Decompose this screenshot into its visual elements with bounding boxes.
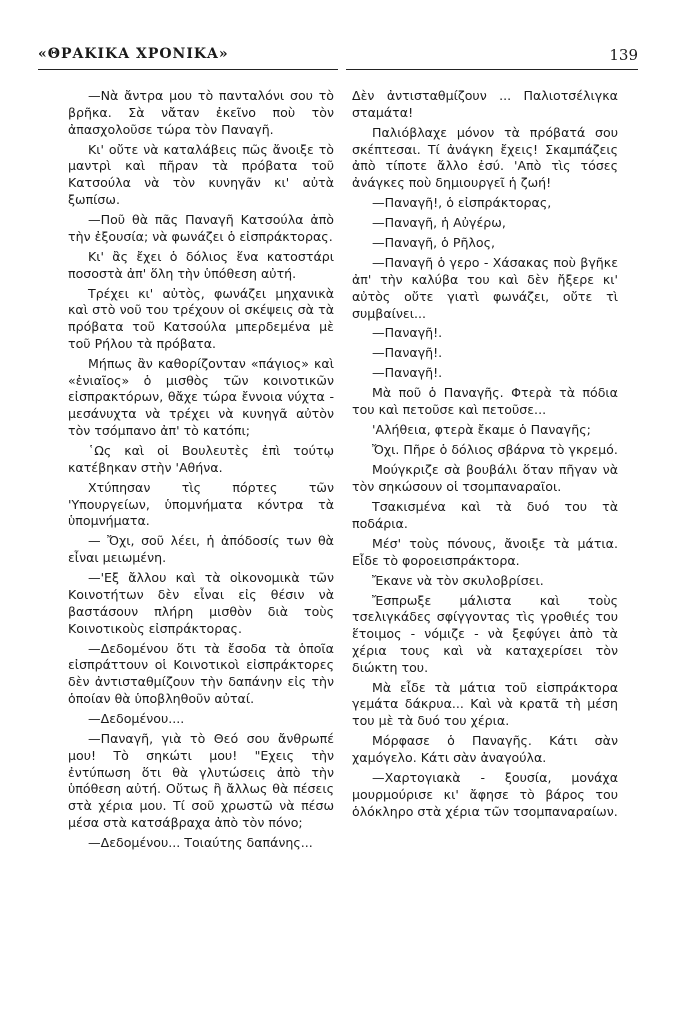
paragraph: —Παναγῆ!, ὁ εἰσπράκτορας,: [372, 195, 552, 211]
paragraph: Μὰ εἶδε τὰ μάτια τοῦ εἰσπράκτορα γεμάτα δάκρυα... Καὶ νὰ κρατᾶ τὴ μέση του μὲ τὰ δυό του χέρια.: [352, 679, 618, 729]
paragraph: Ἔκανε νὰ τὸν σκυλοβρίσει.: [372, 572, 544, 588]
journal-title: «ΘΡΑΚΙΚΑ ΧΡΟΝΙΚΑ»: [38, 46, 229, 62]
paragraph: — Ὄχι, σοῦ λέει, ἡ ἀπόδοσίς των θὰ εἶναι μειωμένη.: [68, 533, 334, 566]
paragraph: —Παναγῆ!.: [372, 325, 443, 341]
paragraph: —Παναγῆ, γιὰ τὸ Θεό σου ἄνθρωπέ μου! Τὸ σηκώτι μου! "Εχεις τὴν ἐντύπωση ὅτι θὰ γλυτώσεις ἀπὸ τὴν ὑπόθεση αὐτή. Οὔτως ἢ ἄλλως θὰ πέσεις στὰ χέρια μου. Τί σοῦ χρωστῶ νὰ πέσω μέσα στὰ κατσάβραχα ἀπὸ τὸν πόνο;: [68, 730, 334, 830]
paragraph: —Παναγῆ ὁ γερο - Χάσακας ποὺ βγῆκε ἀπ' τὴν καλύβα του καὶ δὲν ἤξερε κι' αὐτὸς οὔτε γιατὶ φωνάζει, οὔτε τὶ συμβαίνει...: [352, 255, 618, 321]
paragraph: Κι' ἂς ἔχει ὁ δόλιος ἕνα κατοστάρι ποσοστὰ ἀπ' ὅλη τὴν ὑπόθεση αὐτή.: [68, 248, 334, 281]
paragraph: —Παναγῆ, ὁ Ρῆλος,: [372, 235, 495, 251]
paragraph: Μόρφασε ὁ Παναγῆς. Κάτι σὰν χαμόγελο. Κάτι σὰν ἀναγούλα.: [352, 733, 618, 766]
paragraph: Δὲν ἀντισταθμίζουν ... Παλιοτσέλιγκα σταμάτα!: [352, 88, 618, 120]
paragraph: Χτύπησαν τὶς πόρτες τῶν 'Υπουργείων, ὑπομνήματα κόντρα τὰ ὑπομνήματα.: [68, 479, 334, 529]
paragraph: Παλιόβλαχε μόνον τὰ πρόβατά σου σκέπτεσαι. Τί ἀνάγκη ἔχεις! Σκαμπάζεις ἀπὸ τίποτε ἄλλο ἐσύ. 'Απὸ τὶς τόσες ἀνάγκες ποὺ δημιουργεῖ ἡ ζωή!: [352, 124, 618, 191]
paragraph: ῾Ως καὶ οἱ Βουλευτὲς ἐπὶ τούτῳ κατέβηκαν στὴν 'Αθήνα.: [68, 443, 334, 475]
paragraph: —Δεδομένου... Τοιαύτης δαπάνης...: [88, 834, 313, 850]
paragraph: Τρέχει κι' αὐτὸς, φωνάζει μηχανικὰ καὶ στὸ νοῦ του τρέχουν οἱ σκέψεις σὰ τὰ πρόβατα τοῦ Κατσούλα μπερδεμένα μὲ τοῦ Ρήλου τὰ πρόβατα.: [68, 285, 334, 351]
paragraph: —Παναγῆ!.: [372, 345, 443, 361]
paragraph: Ἔσπρωξε μάλιστα καὶ τοὺς τσελιγκάδες σφίγγοντας τὶς γροθιές του ἕτοιμος - νόμιζε - νὰ ξεφύγει ἀπὸ τὰ χέρια τους καὶ νὰ καταχερίσει τὸν διώκτη του.: [352, 592, 618, 675]
left-column: [68, 88, 334, 855]
paragraph: Μούγκριζε σὰ βουβάλι ὅταν πῆγαν νὰ τὸν σηκώσουν οἱ τσομπαναραῖοι.: [352, 462, 618, 494]
paragraph: —Παναγῆ!.: [372, 365, 443, 381]
header-rule-right: [346, 69, 638, 70]
paragraph: Μέσ' τοὺς πόνους, ἄνοιξε τὰ μάτια. Εἶδε τὸ φοροεισπράκτορα.: [352, 535, 618, 568]
paragraph: —Δεδομένου ὅτι τὰ ἔσοδα τὰ ὁποῖα εἰσπράττουν οἱ Κοινοτικοὶ εἰσπράκτορες δὲν ἀντισταθμίζουν τὴν δαπάνην εἰς τὴν ὁποίαν θὰ ὑποβληθοῦν αὐταί.: [68, 640, 334, 706]
right-column: [352, 88, 618, 824]
paragraph: Μὰ ποῦ ὁ Παναγῆς. Φτερὰ τὰ πόδια του καὶ πετοῦσε καὶ πετοῦσε...: [352, 385, 618, 418]
paragraph: —Νὰ ἄντρα μου τὸ πανταλόνι σου τὸ βρῆκα. Σὰ νἄταν ἐκεῖνο ποὺ τὸν ἀπασχολοῦσε τώρα τὸν Παναγῆ.: [68, 88, 334, 137]
paragraph: —Δεδομένου....: [88, 710, 185, 726]
paragraph: —Παναγῆ, ἡ Αὐγέρω,: [372, 215, 506, 231]
paragraph: 'Αλήθεια, φτερὰ ἔκαμε ὁ Παναγῆς;: [372, 422, 591, 438]
running-header: [38, 44, 638, 68]
paragraph: —Ποῦ θὰ πᾶς Παναγῆ Κατσούλα ἀπὸ τὴν ἐξουσία; νὰ φωνάζει ὁ εἰσπράκτορας.: [68, 211, 334, 244]
paragraph: —'Εξ ἄλλου καὶ τὰ οἰκονομικὰ τῶν Κοινοτήτων δὲν εἶναι εἰς θέσιν νὰ βαστάσουν πλήρη μισθὸν διὰ τοὺς Κοινοτικοὺς εἰσπράκτορας.: [68, 570, 334, 636]
paragraph: Μήπως ἂν καθορίζονταν «πάγιος» καὶ «ἐνιαῖος» ὁ μισθὸς τῶν κοινοτικῶν εἰσπρακτόρων, θἄχε τώρα ἔννοια νύχτα - μεσάνυχτα νὰ τρέχει νὰ κυνηγᾶ αὐτὸν τὸν τσόμπανο ἀπ' τὸ κατόπι;: [68, 355, 334, 439]
paragraph: Κι' οὔτε νὰ καταλάβεις πῶς ἄνοιξε τὸ μαντρὶ καὶ πῆραν τὰ πρόβατα τοῦ Κατσούλα νὰ τὸν κυνηγᾶν κι' αὐτὰ ξωπίσω.: [68, 141, 334, 207]
paragraph: Ὄχι. Πῆρε ὁ δόλιος σβάρνα τὸ γκρεμό.: [372, 442, 618, 458]
header-rule-left: [38, 69, 338, 70]
paragraph: Τσακισμένα καὶ τὰ δυό του τὰ ποδάρια.: [352, 498, 618, 531]
page-number: 139: [609, 46, 638, 64]
paragraph: —Χαρτογιακὰ - ξουσία, μονάχα μουρμούρισε κι' ἄφησε τὸ βάρος του ὁλόκληρο στὰ χέρια τῶν τσομπαναραίων.: [352, 770, 618, 819]
